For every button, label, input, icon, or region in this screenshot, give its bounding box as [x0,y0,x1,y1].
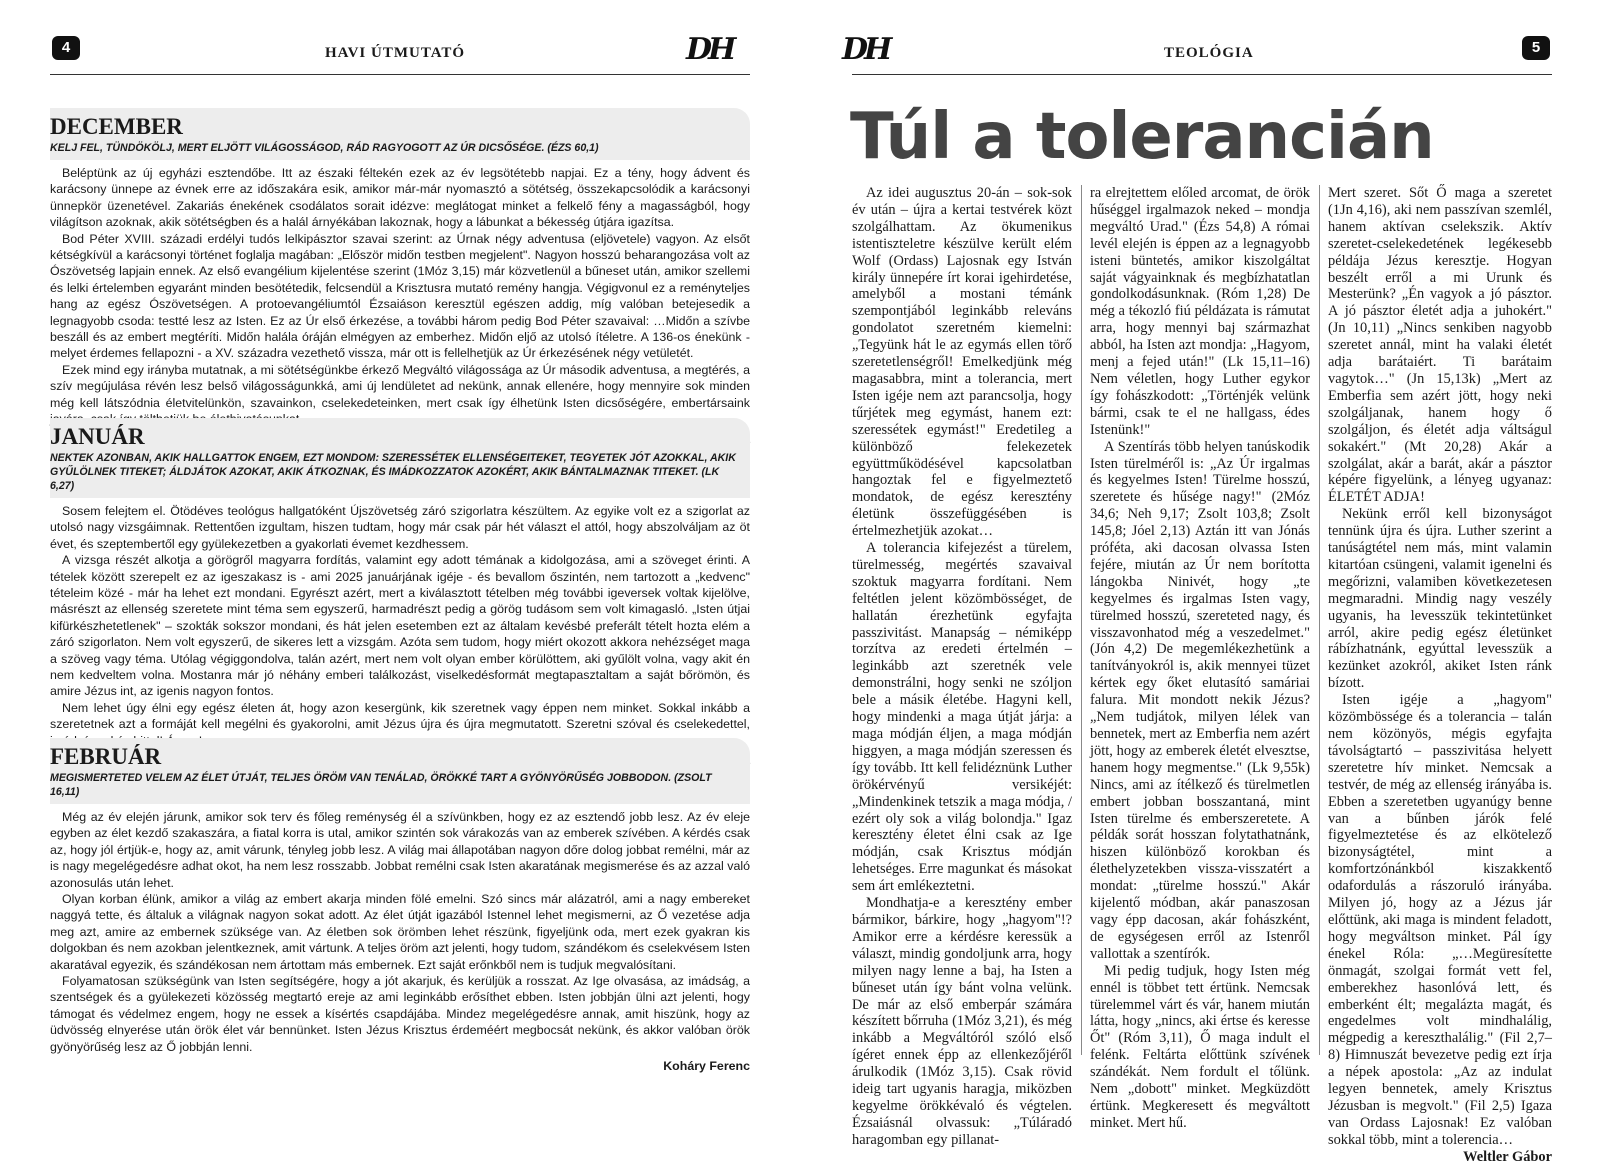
paragraph: Az idei augusztus 20-án – sok-sok év után – újra a kertai testvérek közt szolgálhattam. Az ökumenikus istentiszteletre készülve került elém Wolf (Ordass) Lajosnak egy István király ünnepére írt korai igehirdetése, amelyből a mostani témánk szempontjából leginkább releváns gondolatot szeretném kiemelni: „Tegyünk hát le az egymás ellen törő szeretetlenségről! Emelkedjünk még magasabbra, mint a tolerancia, mert Isten igéje nem azt parancsolja, hogy tűrjétek meg egymást, hanem ezt: szeressétek egymást!" Eredetileg a különböző felekezetek együttműködésével kapcsolatban hangoztak fel e figyelmeztető mondatok, de egész keresztény életünk összefüggésében is értelmezhetjük azokat… [852,185,1072,540]
section-body [50,503,750,749]
section-body [50,165,750,428]
paragraph: Sosem felejtem el. Ötödéves teológus hallgatóként Újszövetség záró szigorlatra készültem. Az egyike volt ez a szigorlat az utolsó nagy vizsgáimnak. Rettentően izgultam, hiszen tudtam, hogy már csak pár hét választ el attól, hogy abszolváljam az öt évet, és szeptembertől egy gyülekezetben a gyakorlati évemet kezdhessem. [50,504,750,551]
paragraph: Isten igéje a „hagyom" közömbössége és a tolerancia – talán nem közönyös, mégis egyfajta távolságtartó – passzivitása helyett szeretetre hív minket. Nemcsak a testvér, de még az ellenség irányába is. Ebben a szeretetben ugyanúgy benne van a bűnben járók felé figyelmeztetése és az elkötelező bizonyságtétel, mint a komfortzónánkból kiszakkentő odafordulás a rászoruló irányába. Milyen jó, hogy az a Jézus jár előttünk, aki maga is mindent feladott, hogy megváltson minket. Pál így énekel Róla: „…Megüresítette önmagát, szolgai formát vett fel, emberekhez hasonlóvá lett, és emberként élt; megalázta magát, és engedelmes volt mindhalálig, mégpedig a kereszthalálig." (Fil 2,7–8) Himnuszát bevezetve pedig ezt írja a népek apostola: „Az az indulat legyen bennetek, amely Krisztus Jézusban is megvolt." (Fil 2,5) Igaza van Ordass Lajosnak! Ez valóban sokkal több, mint a tolerencia… [1328,692,1552,1148]
section-december [50,108,750,446]
month-title: DECEMBER [50,114,183,139]
month-motto: KELJ FEL, TÜNDÖKÖLJ, MERT ELJÖTT VILÁGOSSÁGOD, RÁD RAGYOGOTT AZ ÚR DICSŐSÉGE. (ÉZS 60,1) [50,142,599,154]
dh-logo: DH [842,32,889,67]
paragraph: Mert szeret. Sőt Ő maga a szeretet (1Jn 4,16), aki nem passzívan szemlél, hanem aktívan cselekszik. Aktív szeretet-cselekedetének legékesebb példája Jézus keresztje. Hogyan beszélt erről a mi Urunk és Mesterünk? „Én vagyok a jó pásztor. A jó pásztor életét adja a juhokért." (Jn 10,11) „Nincs senkiben nagyobb szeretet annál, mint ha valaki életét adja barátaiért. Ti barátaim vagytok…" (Jn 15,13k) „Mert az Emberfia sem azért jött, hogy neki szolgáljanak, hanem hogy ő szolgáljon, és életét adja váltságul sokakért." (Mt 20,28) Akár a szolgálat, akár a barát, akár a pásztor képére figyelünk, a lényeg ugyanaz: ÉLETÉT ADJA! [1328,185,1552,506]
paragraph: A Szentírás több helyen tanúskodik Isten türelméről is: „Az Úr irgalmas és kegyelmes Isten! Türelme hosszú, szeretete és hűsége nagy!" (2Móz 34,6; Neh 9,17; Zsolt 103,8; Zsolt 145,8; Jóel 2,13) Aztán itt van Jónás próféta, aki dacosan olvassa Isten fejére, miután az Úr nem borította lángokba Ninivét, hogy „te kegyelmes és irgalmas Isten vagy, türelmed hosszú, szereteted nagy, és visszavonhatod még a veszedelmet." (Jón 4,2) De megemlékezhetünk a tanítványokról is, akik mennyei tüzet kértek egy őket elutasító samáriai falura. Mit mondott nekik Jézus? „Nem tudjátok, milyen lélek van bennetek, mert az Emberfia nem azért jött, hogy az emberek életét elvesztse, hanem hogy megmentse." (Lk 9,55k) Nincs, ami az ítélkező és türelmetlen embert jobban bosszantaná, mint Isten türelme és emberszeretete. A példák sorát hosszan folytathatnánk, hiszen különböző korokban és élethelyzetekben vissza-visszatért a mondat: „türelme hosszú." Akár kijelentő módban, akár panaszosan vagy épp dacosan, akár fohászként, de egységesen erről az Istenről vallottak a szentírók. [1090,438,1310,962]
paragraph: Mondhatja-e a keresztény ember bármikor, bárkire, hogy „hagyom"!? Amikor erre a kérdésre keressük a választ, mindig gondoljunk arra, hogy milyen nagy lenne a baj, ha Isten a bűneset után így bánt volna velünk. De már az első emberpár számára készített bőrruha (1Móz 3,21), és még inkább a Megváltóról szóló első ígéret ennek épp az ellenkezőjéről árulkodik (1Móz 3,15). Csak rövid ideig tart ugyanis haragja, miközben kegyelme örökkévaló és végtelen. Ézsaiásnál olvassuk: „Túláradó haragomban egy pillanat- [852,895,1072,1148]
section-title: HAVI ÚTMUTATÓ [325,45,466,61]
paragraph: A vizsga részét alkotja a görögről magyarra fordítás, valamint egy adott témának a kidolgozása, ami a szöveget érinti. A tételek között szerepelt ez az igeszakasz is - ami 2025 januárjának igéje - és bevallom őszintén, nem tartozott a „kedvenc" tételeim közé - már ha lehet ezt mondani. Egyrészt azért, mert a kiválasztott tételben még további igeversek voltak kijelölve, másrészt az ellenség szeretete mint téma sem egyszerű, harmadrészt pedig a görög tudásom sem volt kimagasló. „Isten útjai kifürkészhetetlenek" – szokták sokszor mondani, és hát jelen esetemben ezt az általam kevésbé preferált tételt hozta elém a záró szigorlaton. Nem volt egyszerű, de sikeres lett a vizsgám. Azóta sem tudom, hogy miért okozott akkora nehézséget maga a szöveg vagy téma. Utólag végiggondolva, talán azért, mert nem volt olyan ember körülöttem, aki gyűlölt volna, vagy akit én nem kedveltem volna. Mostanra már jó néhány emberi találkozást, viselkedésformát megtapasztaltam a saját bőrömön, és amire Jézus int, az igenis nagyon fontos. [50,553,750,699]
article-column-1 [852,185,1072,1148]
paragraph: Nem lehet úgy élni egy egész életen át, hogy azon kesergünk, kik szeretnek vagy éppen nem minket. Sokkal inkább a szeretetnek azt a formáját kell megélni és gyakorolni, amit Jézus újra és újra megmutatott. Szeretni szóval és cselekedettel, [50,700,750,732]
month-title: FEBRUÁR [50,744,162,769]
dh-logo: DH [686,32,733,67]
section-januar [50,418,750,767]
month-band [50,738,750,804]
paragraph: Folyamatosan szükségünk van Isten segítségére, hogy a jót akarjuk, és kerüljük a rosszat. Az Ige olvasása, az imádság, a szentségek és a gyülekezeti közösség megtartó ereje az ami leginkább erősíthet ebben. Isten jobbján ülni azt jelenti, hogy támogat és védelmez engem, hogy ne essek a kísértés csapdájába. Mindez megelégedésre annak, amit hiszünk, hogy az üdvösség elnyerése után örök élet vár bennünket. Isten Jézus Krisztus érdeméért megbocsát nekünk, és akkor valóban örök gyönyörűség lesz az Ő jobbján lenni. [50,974,750,1054]
paragraph: Mi pedig tudjuk, hogy Isten még ennél is többet tett értünk. Nemcsak türelemmel várt és vár, hanem miután látta, hogy „nincs, aki értse és keresse Őt" (Róm 3,11), Ő maga indult el felénk. Feltárta előttünk szívének szándékát. Nem fordult el tőlünk. Nem „dobott" minket. Megküzdött értünk. Megkeresett és megváltott minket. Mert hű. [1090,962,1310,1131]
paragraph: A tolerancia kifejezést a türelem, türelmesség, megértés szavaival szoktuk magyarra fordítani. Nem feltétlen jelent közömbösséget, de hallatán érezhetünk egyfajta passzivitást. Manapság – némiképp torzítva az eredeti értelmén – leginkább azt szeretnék vele demonstrálni, hogy senki ne szóljon bele a másik életébe. Hagyni kell, hogy mindenki a maga útját járja: a maga módján éljen, a maga módján higgyen, a maga módján szeressen és így tovább. Itt kell felidéznünk Luther örökérvényű versikéjét: „Mindenkinek tetszik a maga módja, / ezért oly sok a világ bolondja." Igaz keresztény életet élni csak az Ige módján, csak Krisztus módján lehetséges. Erre magunkat és másokat sem árt emlékeztetni. [852,540,1072,895]
paragraph: Még az év elején járunk, amikor sok terv és főleg reménység él a szívünkben, hogy ez az esztendő jobb lesz. Az év eleje egyben az élet kezdő szakaszára, a fiatal korra is utal, amikor szintén sok várakozás van az emberek szívében. A kérdés csak az, hogy jól értjük-e, hogy az, amit várunk, tényleg jobb lesz. A világ mai állapotában nagyon dőre dolog jobbat remélni, már az is nagy megelégedésre adhat okot, ha nem lesz rosszabb. Jobbat remélni csak Isten akaratának megismerése és az azzal való azonosulás után lehet. [50,810,750,890]
left-page [50,0,750,1120]
month-band [50,108,750,160]
paragraph: Nekünk erről kell bizonyságot tennünk újra és újra. Luther szerint a tanúságtétel nem más, mint valamin kitartóan csüngeni, valamit igenelni és megőrizni, valamiben következetesen megmaradni. Mindig nagy veszély ugyanis, ha levesszük tekintetünket arról, akire pedig egész életünket rábízhatnánk, egyúttal levesszük a kezünket azokról, akiket Isten ránk bízott. [1328,506,1552,692]
paragraph: ra elrejtettem előled arcomat, de örök hűséggel irgalmazok neked – mondja megváltó Urad." (Ézs 54,8) A római levél elején is éppen az a legnagyobb isteni büntetés, amikor kiszolgáltat saját vágyainknak és megbízhatatlan gondolkodásunknak. (Róm 1,28) De még a tékozló fiú példázata is rámutat arra, hogy mennyi baj származhat abból, ha Isten azt mondja: „Hagyom, menj a fejed után!" (Lk 15,11–16) Nem véletlen, hogy Luther egykor így fohászkodott: „Történjék velünk bármi, csak te el ne hallgass, édes Istenünk!" [1090,185,1310,438]
month-band [50,418,750,498]
month-motto: NEKTEK AZONBAN, AKIK HALLGATTOK ENGEM, EZT MONDOM: SZERESSÉTEK ELLENSÉGEITEKET, TEGYETEK JÓT AZOKKAL, AKIK GYŰLÖLNEK TITEKET; ÁLDJÁTOK AZOKAT, AKIK ÁTKOZNAK, ÉS IMÁDKOZZATOK AZOKÉRT, AKIK BÁNTALMAZNAK TITEKET. (LK 6,27) [50,452,736,492]
page-number: 5 [1522,36,1550,60]
page-number: 4 [52,36,80,60]
paragraph: Bod Péter XVIII. századi erdélyi tudós lelkipásztor szavai szerint: az Úrnak négy adventusa (eljövetele) vagyon. Az elsőt kétségkívül a karácsonyi történet foglalja magában: „Először midőn testben megjelent". Nagyon hosszú beharangozása volt az Ószövetség lapjain ennek. Az első evangélium kijelentése szerint (1Móz 3,15) már közvetlenül a bűneset után, amikor szellemi és lelki értelemben egyaránt minden besötétedik, felcsendül a Krisztusra mutató remény hangja. Végigvonul ez a reményteljes hang az egész Ószövetségen. A protoevangéliumtól Ézsaiáson keresztül egészen addig, míg valóban betejesedik a legnagyobb csoda: testté lesz az Isten. Ez az Úr első érkezése, a további három pedig Bod Péter szavaival: …Midőn a szívbe beszáll és az embert megtéríti. Midőn halála óráján elmégyen az emberhez. Midőn eljő az utolsó ítéletre. A 136-os énekünk - melyet érdemes fellapozni - a XV. századra vezethető vissza, már ott is fellelhetjük az Úr érkezésének négy vetületét. [50,231,750,361]
page-header [50,34,750,75]
page-header [842,32,1552,75]
month-motto: MEGISMERTETED VELEM AZ ÉLET ÚTJÁT, TELJES ÖRÖM VAN TENÁLAD, ÖRÖKKÉ TART A GYÖNYÖRŰSÉG JOBBODON. (ZSOLT 16,11) [50,772,712,798]
article-title: Túl a tolerancián [850,100,1434,174]
article-column-2 [1090,185,1310,1131]
column-divider [1081,185,1082,1055]
section-februar [50,738,750,1073]
paragraph: Beléptünk az új egyházi esztendőbe. Itt az északi féltekén ezek az év legsötétebb napjai. Ez a tény, hogy ádvent és karácsony ünnepe az évnek erre az időszakára esik, amikor már-már nyomasztó a sötétség, összekapcsolódik a karácsonyi ünnepkör üzenetével. Zakariás énekének csodálatos sorait idézve: meglátogat minket a felkelő fény a magasságból, hogy világítson azoknak, akik sötétségben és a halál árnyékában lakoznak, hogy a lábunkat a békesség útjára igazítsa. [50,166,750,230]
right-page [842,0,1552,1165]
paragraph: Olyan korban élünk, amikor a világ az embert akarja minden fölé emelni. Szó sincs már alázatról, ami a nagy embereket naggyá tette, és általuk a világnak nagyon sokat adott. Az élet útját igazából Istennel lehet megismerni, az Ő vezetése adja meg azt, amire az embernek szüksége van. Az életben sok örömben lehet részünk, figyeljünk oda, mert ezek gyakran kis dolgokban és nem azokban jelentkeznek, amit vártunk. A teljes öröm azt jelenti, hogy tudom, szándékom és cselekvésem Isten akaratával egyezik, és szándékosan nem ártottam más embernek. Ezt saját erőnkből nem is tudjuk megvalósítani. [50,892,750,972]
section-title: TEOLÓGIA [1164,45,1254,61]
month-title: JANUÁR [50,424,145,449]
section-body [50,809,750,1055]
paragraph: Ezek mind egy irányba mutatnak, a mi sötétségünkbe érkező Megváltó világossága az Úr második adventusa, a megtérés, a szív megújulása révén lesz belső világosságunkká, ami új lendületet ad nekünk, annak ellenére, hogy mennyire sok minden még kell látszódnia életvitelünkön, szavainkon, cselekedeteinken, mert csak így élhetünk Isten dicsőségére, embertársaink [50,362,750,410]
author-name: Weltler Gábor [1463,1148,1552,1165]
article-body [852,185,1552,1165]
author-name: Koháry Ferenc [663,1059,750,1074]
column-divider [1319,185,1320,1055]
article-column-3 [1328,185,1552,1165]
